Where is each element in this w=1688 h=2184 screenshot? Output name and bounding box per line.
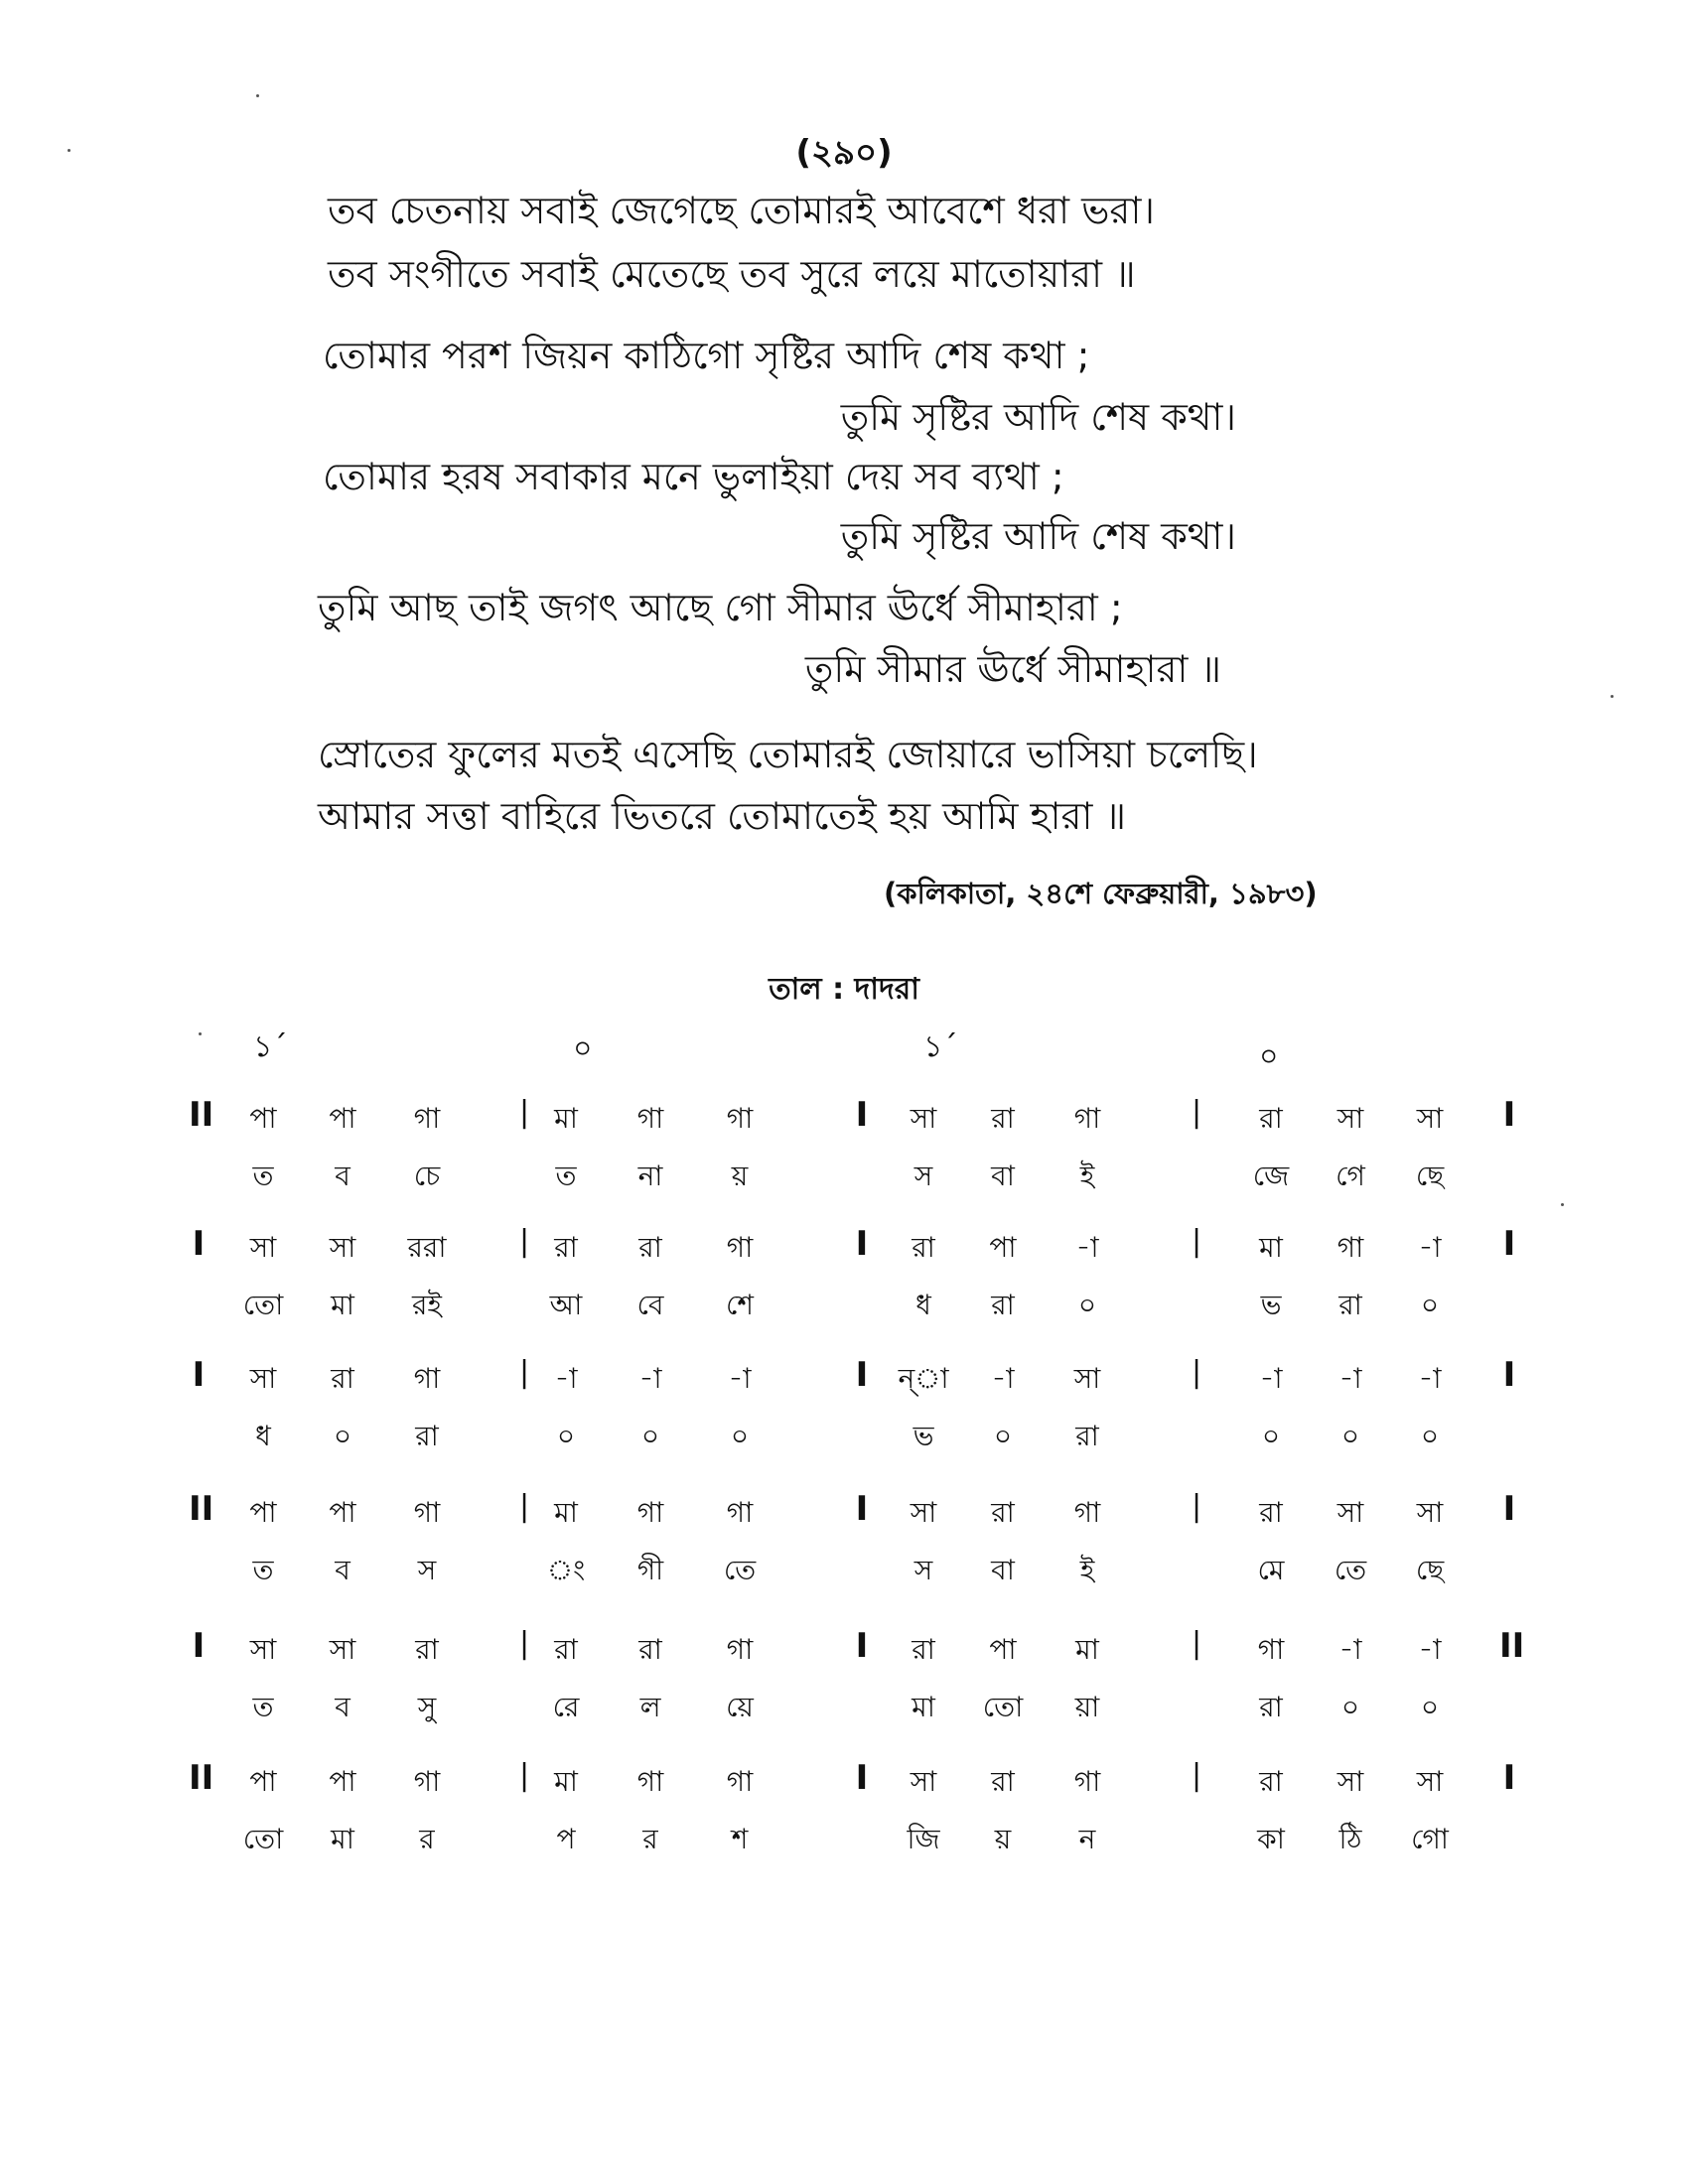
lyric-syllable: ধ xyxy=(255,1420,271,1452)
lyric-syllable: বে xyxy=(636,1289,664,1321)
swara-note: রা xyxy=(554,1633,578,1666)
swara-note: রা xyxy=(991,1102,1015,1135)
swara-note: সা xyxy=(1073,1362,1101,1395)
lyric-syllable: রা xyxy=(1075,1420,1099,1452)
bar-line-divider: | xyxy=(1191,1224,1202,1259)
swara-note: -া xyxy=(1259,1362,1283,1395)
lyric-syllable: তে xyxy=(723,1554,757,1586)
swara-note: -া xyxy=(1075,1231,1099,1264)
lyric-syllable: ত xyxy=(555,1160,577,1192)
bar-line-start: II xyxy=(189,1489,214,1529)
swara-note: রা xyxy=(638,1231,662,1264)
lyric-syllable: প xyxy=(556,1823,576,1855)
bar-line-end: I xyxy=(1502,1355,1516,1395)
bar-line-divider: | xyxy=(518,1489,530,1524)
bar-line-start: I xyxy=(192,1355,206,1395)
lyric-syllable: তো xyxy=(242,1289,284,1321)
beat-mark-1: ১´ xyxy=(253,1029,288,1064)
scan-speck xyxy=(68,149,70,152)
swara-note: রা xyxy=(1259,1102,1283,1135)
swara-note: ররা xyxy=(407,1231,447,1264)
swara-note: গা xyxy=(413,1496,441,1529)
lyric-syllable: তে xyxy=(1334,1554,1367,1586)
lyric-syllable: ধ xyxy=(915,1289,931,1321)
lyric-syllable: ছে xyxy=(1415,1554,1445,1586)
lyric-syllable: জে xyxy=(1252,1160,1290,1192)
swara-note: মা xyxy=(554,1102,578,1135)
swara-note: গা xyxy=(726,1765,754,1798)
lyric-syllable: বা xyxy=(991,1554,1015,1586)
swara-note: মা xyxy=(1259,1231,1283,1264)
lyric-syllable: তো xyxy=(982,1691,1024,1723)
lyric-line-5: তোমার হরষ সবাকার মনে ভুলাইয়া দেয় সব ব্যথা ; xyxy=(323,455,1064,498)
lyric-syllable: ল xyxy=(639,1691,661,1723)
swara-note: সা xyxy=(329,1231,356,1264)
lyric-syllable: য় xyxy=(731,1160,749,1192)
lyric-syllable: স xyxy=(914,1160,933,1192)
lyric-line-4: তুমি সৃষ্টির আদি শেষ কথা। xyxy=(840,395,1236,439)
lyric-syllable: সু xyxy=(417,1691,437,1723)
bar-line-divider: | xyxy=(518,1355,530,1390)
lyric-syllable: রা xyxy=(415,1420,439,1452)
bar-line-end: I xyxy=(1502,1095,1516,1135)
lyric-line-6: তুমি সৃষ্টির আদি শেষ কথা। xyxy=(840,514,1236,558)
lyric-syllable: ০ xyxy=(640,1420,660,1452)
swara-note: সা xyxy=(910,1765,937,1798)
scan-speck xyxy=(256,94,259,97)
lyric-syllable: স xyxy=(914,1554,933,1586)
bar-line-divider: | xyxy=(518,1758,530,1793)
lyric-syllable: শে xyxy=(726,1289,754,1321)
swara-note: পা xyxy=(249,1102,277,1135)
swara-note: সা xyxy=(249,1362,277,1395)
lyric-syllable: রই xyxy=(412,1289,442,1321)
scan-speck xyxy=(199,1032,202,1035)
swara-note: -া xyxy=(1418,1362,1442,1395)
lyric-syllable: শ xyxy=(731,1823,749,1855)
bar-line-divider: I xyxy=(855,1489,869,1529)
lyric-syllable: ব xyxy=(335,1160,351,1192)
bar-line-divider: I xyxy=(855,1626,869,1666)
lyric-syllable: ০ xyxy=(1420,1691,1440,1723)
swara-note: সা xyxy=(1336,1496,1364,1529)
beat-mark-3: ১´ xyxy=(923,1029,958,1064)
lyric-syllable: ব xyxy=(335,1554,351,1586)
swara-note: -া xyxy=(1338,1362,1362,1395)
lyric-line-9: স্রোতের ফুলের মতই এসেছি তোমারই জোয়ারে ভাসিয়া চলেছি। xyxy=(318,733,1258,776)
bar-line-divider: I xyxy=(855,1758,869,1798)
swara-note: -া xyxy=(1418,1633,1442,1666)
swara-note: রা xyxy=(1259,1496,1283,1529)
swara-note: পা xyxy=(989,1633,1017,1666)
lyric-syllable: ত xyxy=(252,1691,274,1723)
lyric-line-10: আমার সত্তা বাহিরে ভিতরে তোমাতেই হয় আমি হারা ॥ xyxy=(318,794,1126,838)
swara-note: গা xyxy=(726,1496,754,1529)
swara-note: গা xyxy=(1073,1496,1101,1529)
lyric-syllable: চে xyxy=(413,1160,441,1192)
bar-line-end: II xyxy=(1499,1626,1525,1666)
tala-title: তাল : দাদরা xyxy=(769,972,919,1007)
swara-note: রা xyxy=(554,1231,578,1264)
bar-line-divider: | xyxy=(1191,1758,1202,1793)
swara-note: রা xyxy=(912,1231,935,1264)
swara-note: রা xyxy=(912,1633,935,1666)
swara-note: গা xyxy=(1257,1633,1285,1666)
lyric-line-2: তব সংগীতে সবাই মেতেছে তব সুরে লয়ে মাতোয়ারা ॥ xyxy=(328,252,1136,296)
swara-note: -া xyxy=(991,1362,1015,1395)
swara-note: গা xyxy=(636,1765,664,1798)
swara-note: গা xyxy=(726,1633,754,1666)
lyric-syllable: ছে xyxy=(1415,1160,1445,1192)
swara-note: -া xyxy=(554,1362,578,1395)
swara-note: সা xyxy=(1416,1765,1444,1798)
swara-note: গা xyxy=(1073,1102,1101,1135)
lyric-syllable: র xyxy=(419,1823,435,1855)
swara-note: গা xyxy=(636,1496,664,1529)
swara-note: গা xyxy=(636,1102,664,1135)
swara-note: -া xyxy=(728,1362,752,1395)
swara-note: -া xyxy=(638,1362,662,1395)
swara-note: পা xyxy=(249,1765,277,1798)
bar-line-divider: I xyxy=(855,1224,869,1264)
bar-line-divider: I xyxy=(855,1095,869,1135)
swara-note: গা xyxy=(413,1102,441,1135)
bar-line-end: I xyxy=(1502,1489,1516,1529)
lyric-syllable: ০ xyxy=(556,1420,576,1452)
bar-line-start: II xyxy=(189,1095,214,1135)
lyric-syllable: মা xyxy=(331,1823,354,1855)
lyric-syllable: ং xyxy=(546,1554,586,1586)
beat-mark-2: ০ xyxy=(573,1031,593,1066)
lyric-syllable: ০ xyxy=(1420,1289,1440,1321)
swara-note: সা xyxy=(1416,1496,1444,1529)
lyric-syllable: রা xyxy=(1338,1289,1362,1321)
lyric-syllable: র xyxy=(642,1823,658,1855)
swara-note: সা xyxy=(910,1496,937,1529)
lyric-syllable: ই xyxy=(1079,1160,1095,1192)
lyric-syllable: রা xyxy=(991,1289,1015,1321)
swara-note: ন্া xyxy=(898,1362,949,1395)
bar-line-divider: | xyxy=(1191,1626,1202,1661)
bar-line-divider: | xyxy=(1191,1355,1202,1390)
swara-note: সা xyxy=(249,1231,277,1264)
bar-line-divider: | xyxy=(518,1626,530,1661)
bar-line-end: I xyxy=(1502,1758,1516,1798)
bar-line-start: II xyxy=(189,1758,214,1798)
lyric-syllable: তো xyxy=(242,1823,284,1855)
swara-note: মা xyxy=(554,1496,578,1529)
swara-note: রা xyxy=(991,1496,1015,1529)
beat-mark-4: ০ xyxy=(1259,1039,1279,1074)
swara-note: গা xyxy=(726,1102,754,1135)
lyric-syllable: য় xyxy=(994,1823,1012,1855)
swara-note: পা xyxy=(329,1102,356,1135)
bar-line-divider: | xyxy=(518,1095,530,1130)
lyric-syllable: ত xyxy=(252,1160,274,1192)
swara-note: পা xyxy=(329,1496,356,1529)
swara-note: গা xyxy=(1073,1765,1101,1798)
bar-line-divider: | xyxy=(1191,1095,1202,1130)
swara-note: মা xyxy=(554,1765,578,1798)
lyric-syllable: ০ xyxy=(1340,1691,1360,1723)
scan-speck xyxy=(1561,1203,1564,1206)
lyric-syllable: মা xyxy=(331,1289,354,1321)
lyric-syllable: ০ xyxy=(993,1420,1013,1452)
lyric-syllable: ত xyxy=(252,1554,274,1586)
lyric-syllable: স xyxy=(417,1554,437,1586)
page-number: (২৯০) xyxy=(795,133,893,173)
swara-note: রা xyxy=(1259,1765,1283,1798)
swara-note: সা xyxy=(1336,1765,1364,1798)
swara-note: মা xyxy=(1075,1633,1099,1666)
lyric-syllable: জি xyxy=(907,1823,940,1855)
swara-note: গা xyxy=(726,1231,754,1264)
lyric-syllable: রা xyxy=(1259,1691,1283,1723)
swara-note: গা xyxy=(1336,1231,1364,1264)
lyric-syllable: মে xyxy=(1257,1554,1285,1586)
swara-note: গা xyxy=(413,1765,441,1798)
bar-line-divider: | xyxy=(518,1224,530,1259)
swara-note: সা xyxy=(910,1102,937,1135)
lyric-syllable: গো xyxy=(1411,1823,1449,1855)
swara-note: সা xyxy=(329,1633,356,1666)
place-date: (কলিকাতা, ২৪শে ফেব্রুয়ারী, ১৯৮৩) xyxy=(884,877,1318,910)
swara-note: সা xyxy=(249,1633,277,1666)
scan-speck xyxy=(1611,695,1614,698)
swara-note: পা xyxy=(329,1765,356,1798)
swara-note: রা xyxy=(415,1633,439,1666)
lyric-syllable: ০ xyxy=(1340,1420,1360,1452)
lyric-syllable: আ xyxy=(549,1289,583,1321)
lyric-syllable: না xyxy=(637,1160,663,1192)
lyric-syllable: ০ xyxy=(333,1420,352,1452)
lyric-syllable: মা xyxy=(912,1691,935,1723)
bar-line-divider: | xyxy=(1191,1489,1202,1524)
swara-note: গা xyxy=(413,1362,441,1395)
swara-note: সা xyxy=(1336,1102,1364,1135)
lyric-line-1: তব চেতনায় সবাই জেগেছে তোমারই আবেশে ধরা ভরা। xyxy=(328,189,1155,232)
swara-note: পা xyxy=(989,1231,1017,1264)
swara-note: পা xyxy=(249,1496,277,1529)
lyric-syllable: বা xyxy=(991,1160,1015,1192)
lyric-syllable: গে xyxy=(1336,1160,1365,1192)
bar-line-start: I xyxy=(192,1626,206,1666)
lyric-syllable: ০ xyxy=(730,1420,750,1452)
lyric-syllable: গী xyxy=(636,1554,664,1586)
lyric-syllable: য়া xyxy=(1074,1691,1100,1723)
swara-note: -া xyxy=(1338,1633,1362,1666)
lyric-syllable: ভ xyxy=(913,1420,934,1452)
lyric-line-3: তোমার পরশ জিয়ন কাঠিগো সৃষ্টির আদি শেষ কথা ; xyxy=(323,334,1090,377)
swara-note: -া xyxy=(1418,1231,1442,1264)
lyric-syllable: ০ xyxy=(1261,1420,1281,1452)
lyric-line-7: তুমি আছ তাই জগৎ আছে গো সীমার ঊর্ধে সীমাহারা ; xyxy=(318,586,1123,629)
bar-line-end: I xyxy=(1502,1224,1516,1264)
lyric-line-8: তুমি সীমার ঊর্ধে সীমাহারা ॥ xyxy=(804,647,1221,691)
lyric-syllable: ০ xyxy=(1420,1420,1440,1452)
swara-note: রা xyxy=(991,1765,1015,1798)
lyric-syllable: ন xyxy=(1078,1823,1096,1855)
lyric-syllable: ০ xyxy=(1077,1289,1097,1321)
swara-note: রা xyxy=(638,1633,662,1666)
lyric-syllable: ই xyxy=(1079,1554,1095,1586)
lyric-syllable: ঠি xyxy=(1338,1823,1362,1855)
lyric-syllable: কা xyxy=(1257,1823,1285,1855)
bar-line-divider: I xyxy=(855,1355,869,1395)
lyric-syllable: ব xyxy=(335,1691,351,1723)
lyric-syllable: ভ xyxy=(1260,1289,1282,1321)
swara-note: রা xyxy=(331,1362,354,1395)
bar-line-start: I xyxy=(192,1224,206,1264)
swara-note: সা xyxy=(1416,1102,1444,1135)
lyric-syllable: রে xyxy=(552,1691,580,1723)
lyric-syllable: য়ে xyxy=(726,1691,754,1723)
